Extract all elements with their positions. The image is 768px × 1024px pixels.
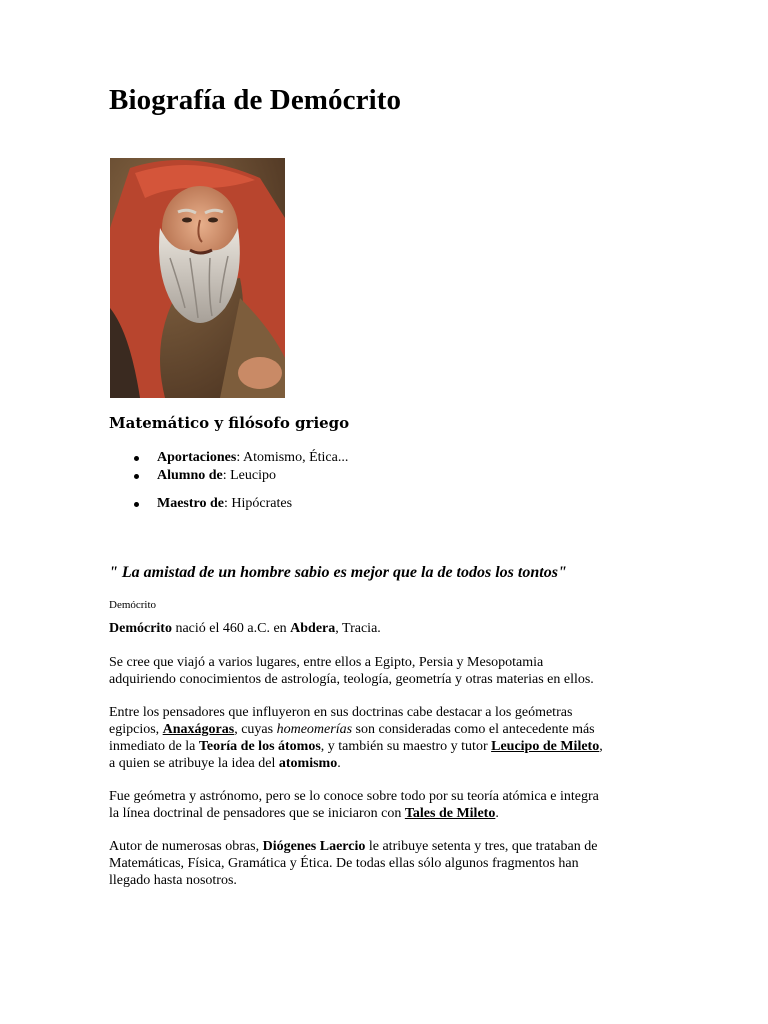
paragraph-astronomer: [109, 788, 669, 822]
text-line: Matemáticas, Física, Gramática y Ética. De todas ellas sólo algunos fragmentos han: [109, 856, 579, 871]
text-run: .: [495, 806, 499, 821]
text-line: Entre los pensadores que influyeron en sus doctrinas cabe destacar a los geómetras: [109, 705, 573, 720]
bold-term: Teoría de los átomos: [198, 739, 321, 754]
paragraph-travels: [109, 654, 669, 688]
link-anaxagoras[interactable]: Anaxágoras: [162, 722, 235, 737]
text-run: , cuyas: [234, 722, 277, 737]
list-item-maestro: [109, 495, 348, 513]
portrait-image: [110, 158, 285, 398]
fact-value: Leucipo: [230, 468, 276, 483]
bold-place: Abdera: [290, 621, 336, 636]
bold-name: Diógenes Laercio: [262, 839, 366, 854]
page-title: Biografía de Demócrito: [109, 84, 402, 116]
text-line: Fue geómetra y astrónomo, pero se lo conoce sobre todo por su teoría atómica e integra: [109, 789, 599, 804]
text-line: Se cree que viajó a varios lugares, entre ellos a Egipto, Persia y Mesopotamia: [109, 655, 544, 670]
fact-label: Aportaciones: [157, 450, 237, 465]
text-run: a quien se atribuye la idea del: [109, 756, 279, 771]
text-run: ,: [599, 739, 603, 754]
text-run: .: [337, 756, 341, 771]
text-line: adquiriendo conocimientos de astrología, teología, geometría y otras materias en ellos.: [109, 672, 594, 687]
paragraph-influences: [109, 704, 669, 772]
list-item-alumno: [109, 467, 348, 485]
fact-value: Atomismo, Ética...: [242, 450, 349, 465]
bold-name: Demócrito: [109, 621, 172, 636]
italic-term: homeomerías: [276, 722, 353, 737]
fact-separator: :: [236, 450, 243, 465]
text-run: inmediato de la: [109, 739, 199, 754]
text-run: Autor de numerosas obras,: [109, 839, 263, 854]
text-run: la línea doctrinal de pensadores que se iniciaron con: [109, 806, 405, 821]
bullet-icon: [134, 474, 139, 479]
fact-separator: :: [222, 468, 231, 483]
bullet-icon: [134, 456, 139, 461]
text-run: , Tracia.: [335, 621, 381, 636]
fact-value: Hipócrates: [231, 496, 293, 511]
text-line: llegado hasta nosotros.: [109, 873, 237, 888]
fact-separator: :: [224, 496, 232, 511]
paragraph-works: [109, 838, 669, 889]
paragraph-birth: [109, 620, 669, 637]
quote-author: Demócrito: [109, 599, 157, 611]
bold-term: atomismo: [278, 756, 338, 771]
text-run: egipcios,: [109, 722, 163, 737]
subtitle: Matemático y filósofo griego: [109, 414, 350, 432]
link-leucipo[interactable]: Leucipo de Mileto: [491, 739, 600, 754]
list-item-aportaciones: [109, 449, 348, 467]
facts-list: [109, 449, 348, 513]
text-run: , y también su maestro y tutor: [320, 739, 492, 754]
fact-label: Alumno de: [157, 468, 223, 483]
bullet-icon: [134, 502, 139, 507]
text-run: le atribuye setenta y tres, que trataban de: [365, 839, 598, 854]
text-run: son consideradas como el antecedente más: [352, 722, 595, 737]
link-tales[interactable]: Tales de Mileto: [404, 806, 496, 821]
fact-label: Maestro de: [157, 496, 224, 511]
text-run: nació el 460 a.C. en: [171, 621, 291, 636]
quote: " La amistad de un hombre sabio es mejor que la de todos los tontos": [109, 564, 567, 581]
